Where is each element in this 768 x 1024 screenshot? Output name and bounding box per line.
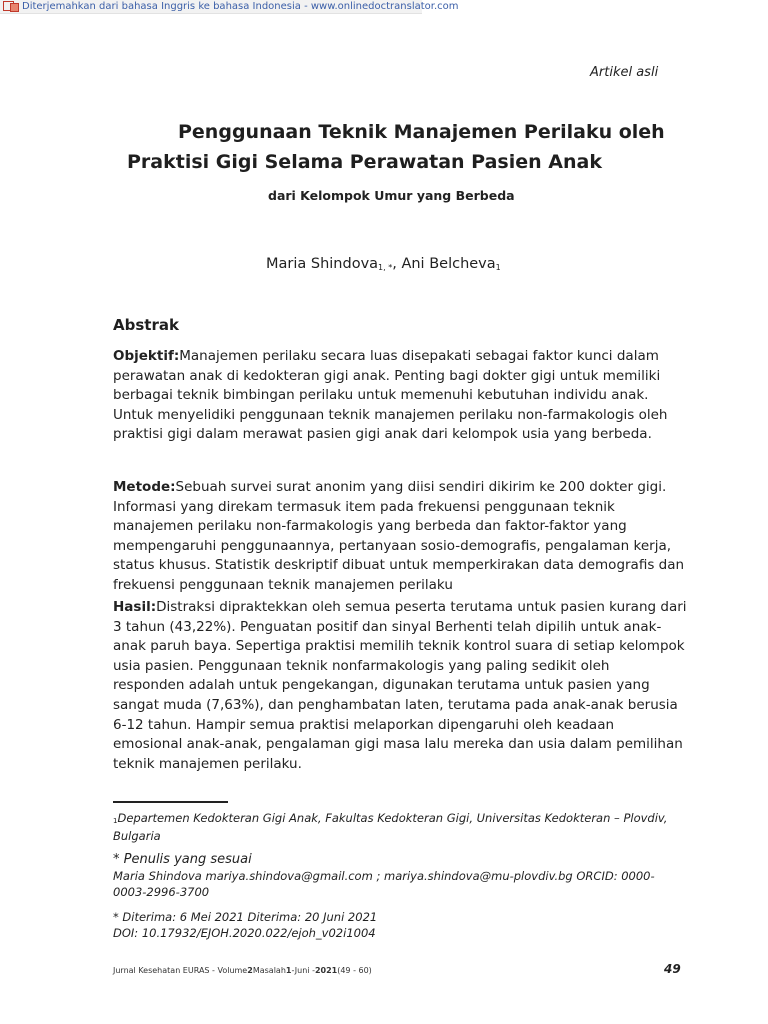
paragraph-line: status khusus. Statistik deskriptif dibuat untuk memperkirakan data demografis dan <box>113 557 685 574</box>
paragraph-line: Untuk menyelidiki penggunaan teknik manajemen perilaku non-farmakologis oleh <box>113 406 668 423</box>
journal-footer: Jurnal Kesehatan EURAS - Volume2Masalah1-Juni -2021(49 - 60) <box>113 966 372 975</box>
paragraph-line: berbagai teknik bimbingan perilaku untuk memenuhi kebutuhan individu anak. <box>113 387 649 404</box>
author-affiliation-marker: 1 <box>495 263 501 272</box>
subtitle: dari Kelompok Umur yang Berbeda <box>268 188 515 203</box>
paragraph-line: perawatan anak di kedokteran gigi anak. Penting bagi dokter gigi untuk memiliki <box>113 367 661 384</box>
methods-label: Metode: <box>113 479 176 495</box>
author-affiliation-marker: 1, * <box>378 263 393 272</box>
paragraph-line: 6-12 tahun. Hampir semua praktisi melaporkan dipengaruhi oleh keadaan <box>113 716 615 733</box>
paragraph-line: anak paruh baya. Sepertiga praktisi memilih teknik kontrol suara di setiap kelompok <box>113 638 685 655</box>
paragraph-line: Informasi yang direkam termasuk item pada frekuensi penggunaan teknik <box>113 498 615 515</box>
paragraph-line: Metode:Sebuah survei surat anonim yang diisi sendiri dikirim ke 200 dokter gigi. <box>113 479 667 495</box>
title-line-2: Praktisi Gigi Selama Perawatan Pasien Anak <box>127 151 602 173</box>
affiliation-footnote: $^1$Departemen Kedokteran Gigi Anak, Fakultas Kedokteran Gigi, Universitas Kedokteran – Plovdiv, Bulgaria <box>113 811 668 843</box>
article-type: Artikel asli <box>590 65 659 80</box>
paragraph-line: 3 tahun (43,22%). Penguatan positif dan sinyal Berhenti telah dipilih untuk anak- <box>113 618 662 635</box>
translator-link[interactable]: Diterjemahkan dari bahasa Inggris ke bahasa Indonesia - www.onlinedoctranslator.com <box>22 1 459 12</box>
author-name: Maria Shindova <box>266 256 379 272</box>
paragraph-line: teknik manajemen perilaku. <box>113 755 302 772</box>
paragraph-line: responden adalah untuk pengekangan, digunakan terutama untuk pasien yang <box>113 677 650 694</box>
abstract-heading: Abstrak <box>113 316 179 334</box>
paragraph-line: sangat muda (7,63%), dan penghambatan laten, terutama pada anak-anak berusia <box>113 696 678 713</box>
received-accepted-footnote <box>113 910 377 941</box>
author-list <box>266 256 501 272</box>
corresponding-author-contact: Maria Shindova mariya.shindova@gmail.com ; mariya.shindova@mu-plovdiv.bg ORCID: 0000- 0003-2996-3700 <box>113 869 655 899</box>
paragraph-line: manajemen perilaku non-farmakologis yang berbeda dan faktor-faktor yang <box>113 518 627 535</box>
received-dates: * Diterima: 6 Mei 2021 Diterima: 20 Juni 2021 <box>113 910 378 924</box>
footnote-divider <box>113 801 228 803</box>
corresponding-author-label: * Penulis yang sesuai <box>113 852 252 867</box>
paragraph-line: praktisi gigi dalam merawat pasien gigi anak dari kelompok usia yang berbeda. <box>113 426 652 443</box>
author-name: Ani Belcheva <box>401 256 496 272</box>
paragraph-line: usia pasien. Penggunaan teknik nonfarmakologis yang paling sedikit oleh <box>113 657 610 674</box>
results-paragraph <box>113 598 703 774</box>
translator-banner[interactable] <box>0 0 459 14</box>
doi-text: DOI: 10.17932/EJOH.2020.022/ejoh_v02i1004 <box>113 925 376 940</box>
paragraph-line: Hasil:Distraksi dipraktekkan oleh semua peserta terutama untuk pasien kurang dari <box>113 599 687 615</box>
results-label: Hasil: <box>113 599 157 615</box>
methods-paragraph <box>113 478 703 596</box>
page-number: 49 <box>664 962 681 976</box>
affiliation-marker: 1 <box>113 817 118 825</box>
objective-label: Objektif: <box>113 348 180 364</box>
objective-paragraph <box>113 347 703 445</box>
paragraph-line: Objektif:Manajemen perilaku secara luas disepakati sebagai faktor kunci dalam <box>113 348 659 364</box>
paragraph-line: emosional anak-anak, pengalaman gigi masa lalu mereka dan usia dalam pemilihan <box>113 736 683 753</box>
paragraph-line: mempengaruhi penggunaannya, pertanyaan sosio-demografis, pengalaman kerja, <box>113 537 672 554</box>
title-line-1: Penggunaan Teknik Manajemen Perilaku oleh <box>178 121 665 143</box>
paragraph-line: frekuensi penggunaan teknik manajemen perilaku <box>113 576 453 593</box>
author-separator: , <box>392 256 402 272</box>
document-translate-icon <box>3 1 20 11</box>
